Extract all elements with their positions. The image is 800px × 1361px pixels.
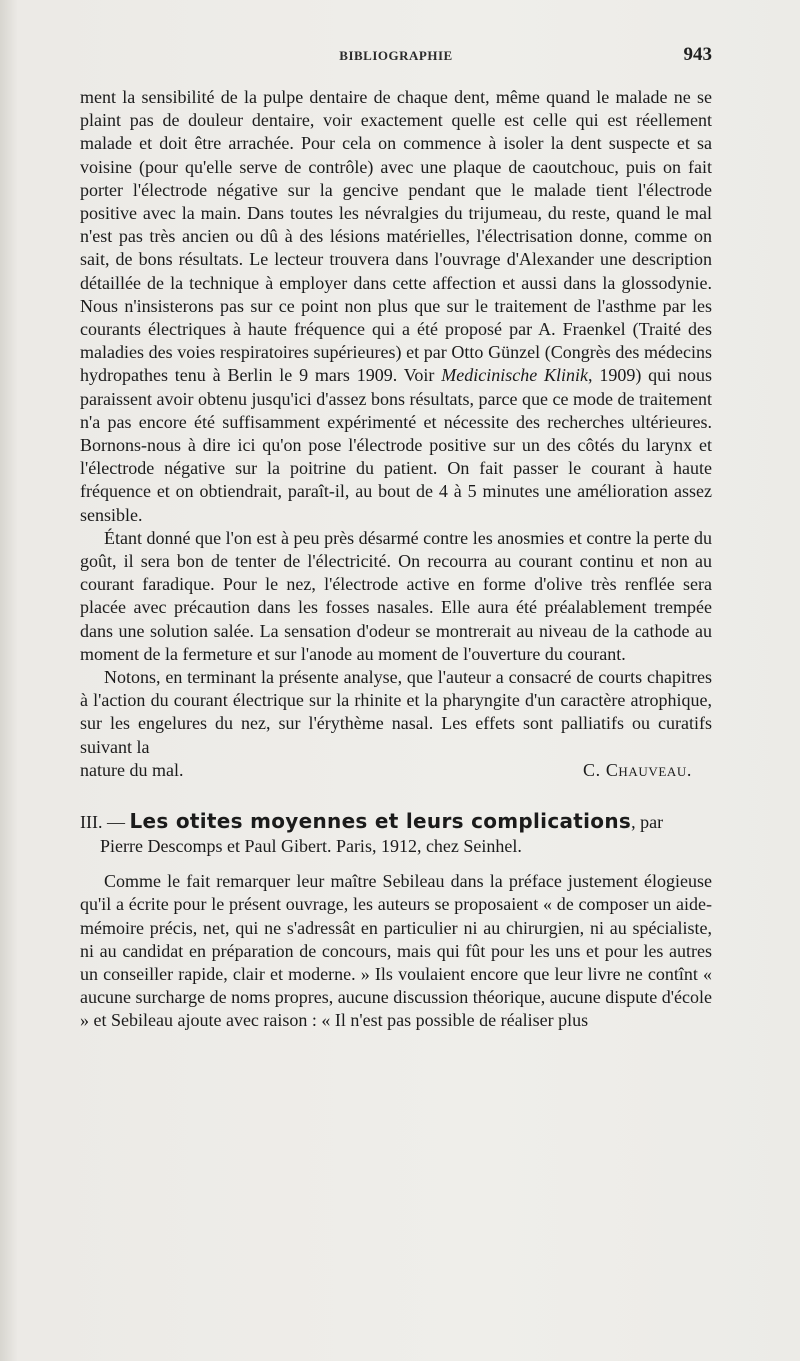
page-header [80,44,712,70]
review-title-line [80,808,712,835]
book-title: Les otites moyennes et leurs complications [129,809,632,834]
paragraph-conclusion: Notons, en terminant la présente analyse, que l'auteur a consacré de courts chapitres à l'action du courant électrique sur la rhinite et la pharyngite d'un caractère atrophique, sur les engelures du nez, sur l'érythème nasal. Les effets sont palliatifs ou curatifs suivant la [80,667,712,757]
paragraph-electrotherapy [80,86,712,527]
author-signature: C. Chauveau. [583,759,692,780]
page-number: 943 [683,44,712,65]
review-heading [80,808,712,858]
review-by: , par [631,812,664,833]
last-line-text: nature du mal. [80,759,184,780]
review-authors: Pierre Descomps et Paul Gibert. Paris, 1912, chez Seinhel. [100,836,522,857]
running-title: BIBLIOGRAPHIE [339,48,453,63]
review-numeral: III. — [80,812,130,833]
review-body: Comme le fait remarquer leur maître Sebileau dans la préface justement élogieuse qu'il a écrite pour le présent ouvrage, les auteurs se proposaient « de composer un aide-mémoire précis, net, qui ne s'adressât en particulier ni au chirurgien, ni au spécialiste, ni au candidat en préparation de concours, mais qui fût pour les uns et pour les autres un conseiller rapide, clair et moderne. » Ils voulaient encore que leur livre ne contînt « aucune surcharge de noms propres, aucune discussion théorique, aucune dispute d'école » et Sebileau ajoute avec raison : « Il n'est pas possible de réaliser plus [80,871,712,1031]
signature-line [80,759,712,782]
paragraph-anosmia: Étant donné que l'on est à peu près désarmé contre les anosmies et contre la perte du goût, il sera bon de tenter de l'électricité. On recourra au courant continu et non au courant faradique. Pour le nez, l'électrode active en forme d'olive très renflée sera placée avec précaution dans les fosses nasales. Elle aura été préalablement trempée dans une solution salée. La sensation d'odeur se montrerait au niveau de la cathode au moment de la fermeture et sur l'anode au moment de l'ouverture du courant. [80,527,712,664]
paragraph-text-continued: , 1909) qui nous paraissent avoir obtenu jusqu'ici d'assez bons résultats, parce que ce mode de traitement n'a pas encore été suffisamment expérimenté et nécessite des recherches ultérieures. Bornons-nous à dire ici qu'on pose l'électrode positive sur un des côtés du larynx et l'électrode négative sur la poitrine du patient. On fait passer le courant à haute fréquence et on obtiendrait, paraît-il, au bout de 4 à 5 minutes une amélioration assez sensible. [80,365,713,525]
page-body [80,86,712,1033]
paragraph-text: ment la sensibilité de la pulpe dentaire de chaque dent, même quand le malade ne se plaint pas de douleur dentaire, voir exactement quelle est celle qui est réellement malade et doit être arrachée. Pour cela on commence à isoler la dent suspecte et sa voisine (pour qu'elle serve de contrôle) avec une plaque de caoutchouc, puis on fait porter l'électrode négative sur la gencive pendant que le malade tient l'électrode positive avec la main. Dans toutes les névralgies du trijumeau, du reste, quand le mal n'est pas très ancien ou dû à des lésions matérielles, l'électrisation donne, comme on sait, de bons résultats. Le lecteur trouvera dans l'ouvrage d'Alexander une description détaillée de la technique à employer dans cette affection et aussi dans la glossodynie. Nous n'insisterons pas sur ce point non plus que sur le traitement de l'asthme par les courants électriques à haute fréquence qui a été proposé par A. Fraenkel (Traité des maladies des voies respiratoires supérieures) et par Otto Günzel (Congrès des médecins hydropathes tenu à Berlin le 9 mars 1909. Voir [80,87,712,386]
journal-title-italic: Medicinische Klinik [441,365,589,386]
